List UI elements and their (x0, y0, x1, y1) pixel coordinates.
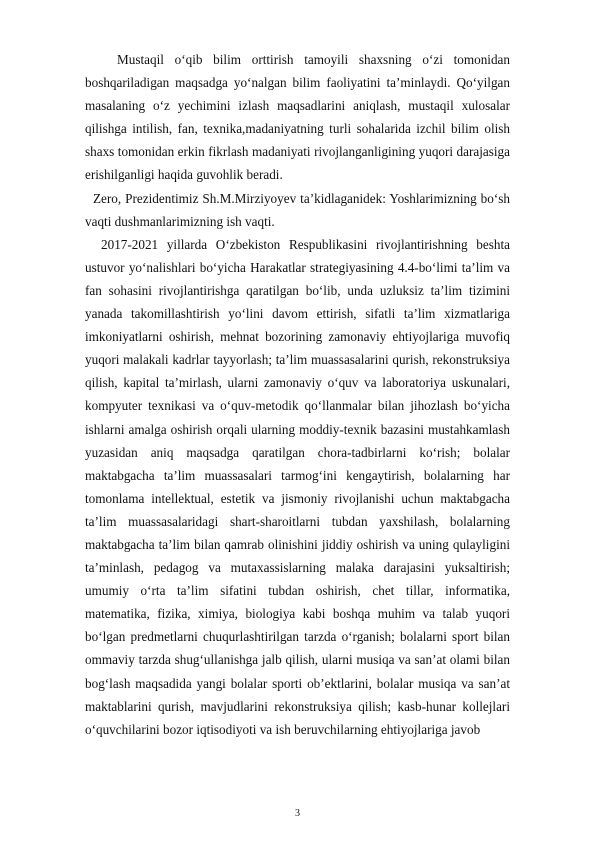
paragraph-president-quote: Zero, Prezidentimiz Sh.M.Mirziyoyev ta’kidlaganidek: Yoshlarimizning bo‘sh vaqti dushmanlarimizning ish vaqti. (85, 190, 510, 229)
paragraph-self-study-principle: Mustaqil o‘qib bilim orttirish tamoyili shaxsning o‘zi tomonidan boshqariladigan maqsadga yo‘nalgan bilim faoliyatini ta’minlaydi. Qo‘yilgan masalaning o‘z yechimini izlash maqsadlarini aniqlash, mustaqil xulosalar qilishga intilish, fan, texnika,madaniyatning turli sohalarida izchil bilim olish shaxs tomonidan erkin fikrlash madaniyati rivojlanganligining yuqori darajasiga erishilganligi haqida guvohlik beradi. (85, 52, 510, 183)
body-text (85, 48, 510, 741)
page-number: 3 (295, 808, 300, 819)
paragraph-action-strategy: 2017-2021 yillarda O‘zbekiston Respublikasini rivojlantirishning beshta ustuvor yo‘nalishlari bo‘yicha Harakatlar strategiyasining 4.4-bo‘limi ta’lim va fan sohasini rivojlantirishga qaratilgan bo‘lib, unda uzluksiz ta’lim tizimini yanada takomillashtirish yo‘lini davom ettirish, sifatli ta’lim xizmatlariga imkoniyatlarni oshirish, mehnat bozorining zamonaviy ehtiyojlariga muvofiq yuqori malakali kadrlar tayyorlash; ta’lim muassasalarini qurish, rekonstruksiya qilish, kapital ta’mirlash, ularni zamonaviy o‘quv va laboratoriya uskunalari, kompyuter texnikasi va o‘quv-metodik qo‘llanmalar bilan jihozlash bo‘yicha ishlarni amalga oshirish orqali ularning moddiy-texnik bazasini mustahkamlash yuzasidan aniq maqsadga qaratilgan chora-tadbirlarni ko‘rish; bolalar maktabgacha ta’lim muassasalari tarmog‘ini kengaytirish, bolalarning har tomonlama intellektual, estetik va jismoniy rivojlanishi uchun maktabgacha ta’lim muassasalaridagi shart-sharoitlarni tubdan yaxshilash, bolalarning maktabgacha ta’lim bilan qamrab olinishini jiddiy oshirish va uning qulayligini ta’minlash, pedagog va mutaxassislarning malaka darajasini yuksaltirish; umumiy o‘rta ta’lim sifatini tubdan oshirish, chet tillar, informatika, matematika, fizika, ximiya, biologiya kabi boshqa muhim va talab yuqori bo‘lgan predmetlarni chuqurlashtirilgan tarzda o‘rganish; bolalarni sport bilan ommaviy tarzda shug‘ullanishga jalb qilish, ularni musiqa va san’at olami bilan bog‘lash maqsadida yangi bolalar sporti ob’ektlarini, bolalar musiqa va san’at maktablarini qurish, mavjudlarini rekonstruksiya qilish; kasb-hunar kollejlari o‘quvchilarini bozor iqtisodiyoti va ish beruvchilarning ehtiyojlariga javob (85, 236, 510, 737)
